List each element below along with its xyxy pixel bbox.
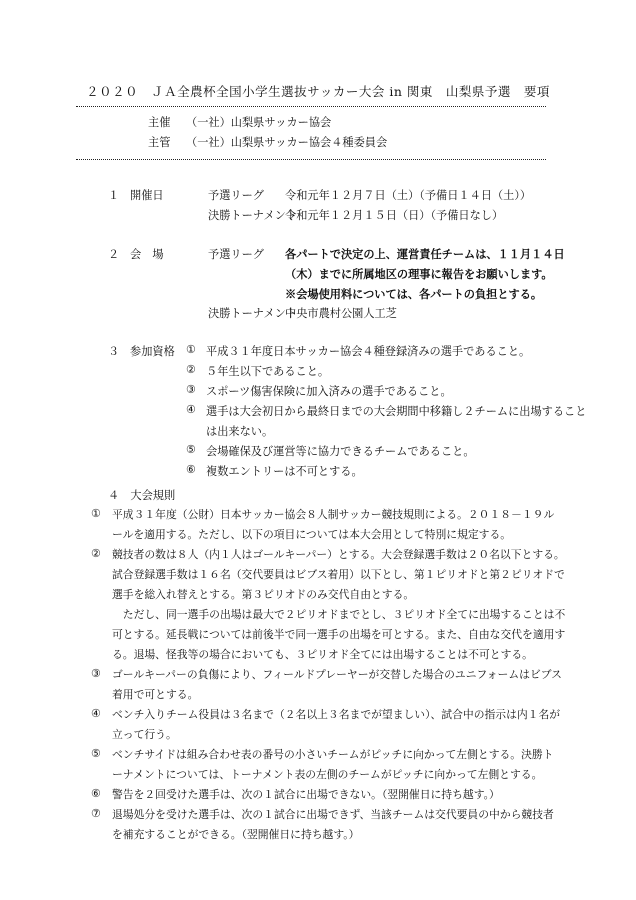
- section2-number: ２: [108, 248, 120, 261]
- section1-number: １: [108, 189, 120, 202]
- manager-value: （一社）山梨県サッカー協会４種委員会: [186, 136, 388, 149]
- rule-4-mark: ④: [91, 707, 102, 720]
- rule-line: ベンチサイドは組み合わせ表の番号の小さいチームがピッチに向かって左側とする。決勝ト: [112, 748, 554, 761]
- rule-line: 着用で可とする。: [112, 688, 199, 701]
- rule-line: 競技者の数は８人（内１人はゴールキーパー）とする。大会登録選手数は２０名以下とする。: [112, 548, 565, 561]
- section2-value-final: 中央市農村公園人工芝: [285, 307, 397, 320]
- rule-2-mark: ②: [91, 547, 102, 560]
- section3-item-1-mark: ①: [186, 343, 197, 356]
- section3-item-5: 会場確保及び運営等に協力できるチームであること。: [206, 445, 475, 458]
- manager-label: 主管: [148, 136, 171, 149]
- section3-item-5-mark: ⑤: [186, 443, 197, 456]
- rule-line: 試合登録選手数は１６名（交代要員はビブス着用）以下とし、第１ピリオドと第２ピリオドで: [112, 568, 565, 581]
- section3-number: ３: [108, 345, 120, 358]
- rule-line: る。退場、怪我等の場合においても、３ピリオド全てには出場することは不可とする。: [112, 648, 533, 661]
- rule-line: 立って行う。: [112, 728, 177, 741]
- section3-item-1: 平成３１年度日本サッカー協会４種登録済みの選手であること。: [206, 345, 531, 358]
- rule-line: ーナメントについては、トーナメント表の左側のチームがピッチに向かって左側とする。: [112, 768, 543, 781]
- section3-item-3: スポーツ傷害保険に加入済みの選手であること。: [206, 385, 452, 398]
- rule-line: 警告を２回受けた選手は、次の１試合に出場できない。（翌開催日に持ち越す。）: [112, 788, 500, 801]
- divider-bottom: [76, 159, 546, 160]
- rule-line: 可とする。延長戦については前後半で同一選手の出場を可とする。また、自由な交代を適用す: [112, 628, 566, 641]
- section2-label: 会 場: [130, 248, 164, 261]
- page-title: ２０２０ ＪＡ全農杯全国小学生選抜サッカー大会 in 関東 山梨県予選 要項: [86, 84, 550, 99]
- section1-value-final: 令和元年１２月１５日（日）（予備日なし）: [285, 209, 504, 222]
- section2-line-1: 各パートで決定の上、運営責任チームは、１１月１４日: [285, 247, 565, 261]
- rule-line: を補充することができる。（翌開催日に持ち越す。）: [112, 828, 360, 841]
- rule-line: ただし、同一選手の出場は最大で２ピリオドまでとし、３ピリオド全てに出場することは不: [112, 608, 566, 621]
- section3-item-3-mark: ③: [186, 383, 197, 396]
- section3-item-4: 選手は大会初日から最終日までの大会期間中移籍し２チームに出場すること: [206, 405, 587, 418]
- host-label: 主催: [148, 116, 171, 129]
- section3-item-4-mark: ④: [186, 403, 197, 416]
- section3-item-4-cont: は出来ない。: [206, 425, 274, 438]
- rule-5-mark: ⑤: [91, 747, 102, 760]
- rule-6-mark: ⑥: [91, 787, 102, 800]
- rule-line: 平成３１年度（公財）日本サッカー協会８人制サッカー競技規則による。２０１８－１９ル: [112, 508, 555, 521]
- section3-item-6: 複数エントリーは不可とする。: [206, 465, 363, 478]
- section4-heading: ４ 大会規則: [108, 489, 176, 502]
- rule-line: 退場処分を受けた選手は、次の１試合に出場できず、当該チームは交代要員の中から競技者: [112, 808, 554, 821]
- rule-line: ールを適用する。ただし、以下の項目については本大会用として特別に規定する。: [112, 528, 512, 541]
- section1-sub-prelim: 予選リーグ: [208, 189, 264, 202]
- rule-line: 選手を総入れ替えとする。第３ピリオドのみ交代自由とする。: [112, 588, 415, 601]
- divider-top: [76, 106, 546, 107]
- rule-3-mark: ③: [91, 667, 102, 680]
- section2-line-3: ※会場使用料については、各パートの負担とする。: [285, 287, 543, 301]
- host-value: （一社）山梨県サッカー協会: [186, 116, 332, 129]
- rule-line: ベンチ入りチーム役員は３名まで（２名以上３名までが望ましい）、試合中の指示は内１名が: [112, 708, 561, 721]
- section2-sub-final: 決勝トーナメント: [208, 307, 298, 320]
- section1-label: 開催日: [130, 189, 164, 202]
- section3-item-2: ５年生以下であること。: [206, 365, 330, 378]
- section2-sub-prelim: 予選リーグ: [208, 248, 264, 261]
- section3-item-2-mark: ②: [186, 363, 197, 376]
- section3-label: 参加資格: [130, 345, 175, 358]
- rule-1-mark: ①: [91, 507, 102, 520]
- rule-7-mark: ⑦: [91, 807, 102, 820]
- section3-item-6-mark: ⑥: [186, 463, 197, 476]
- section1-value-prelim: 令和元年１２月７日（土）（予備日１４日（土））: [285, 189, 532, 202]
- section1-sub-final: 決勝トーナメント: [208, 209, 298, 222]
- rule-line: ゴールキーパーの負傷により、フィールドプレーヤーが交替した場合のユニフォームはビブス: [112, 668, 562, 681]
- section2-line-2: （木）までに所属地区の理事に報告をお願いします。: [285, 267, 553, 281]
